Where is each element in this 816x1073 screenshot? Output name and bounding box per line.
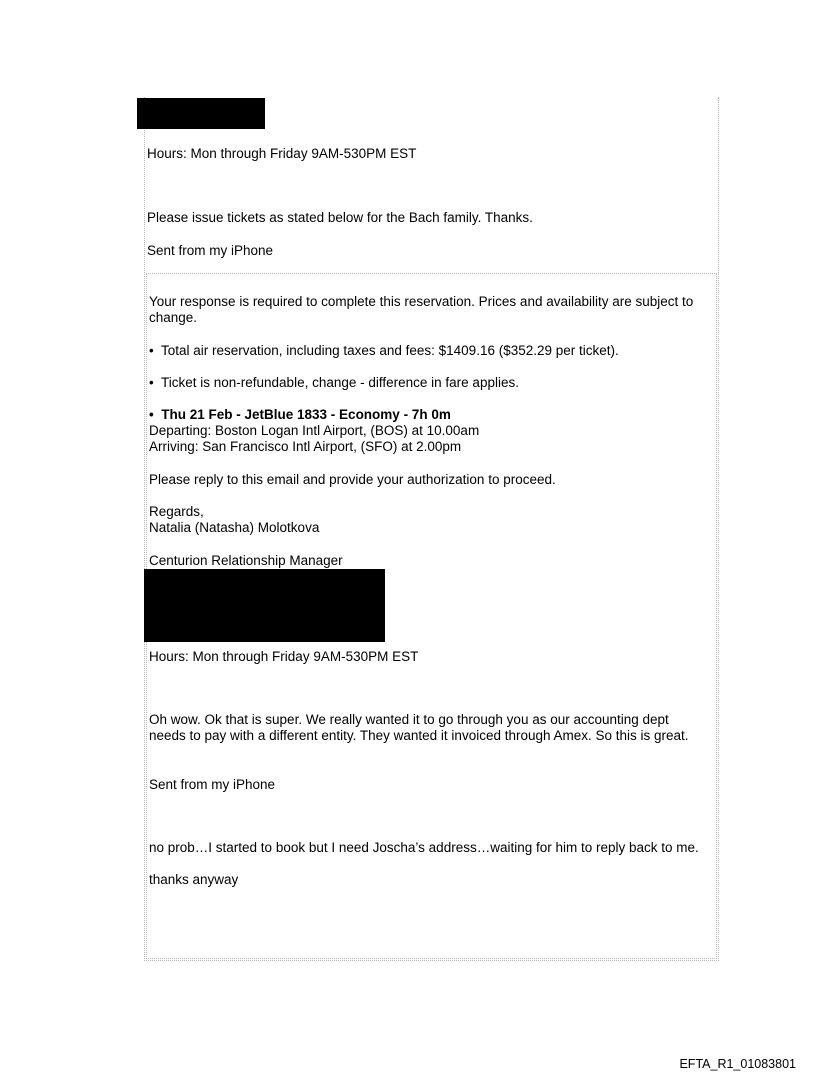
flight-title-text: Thu 21 Feb - JetBlue 1833 - Economy - 7h 0m: [161, 407, 451, 422]
redaction-block-signature: [144, 569, 385, 642]
top-message-body: Please issue tickets as stated below for the Bach family. Thanks.: [147, 210, 533, 225]
bottom-message-closing: thanks anyway: [149, 872, 239, 887]
reservation-bullet-total: [149, 343, 619, 359]
bullet-glyph: •: [149, 407, 154, 422]
sender-title: Centurion Relationship Manager: [149, 553, 343, 568]
redaction-block-top: [137, 98, 265, 129]
bullet-total-text: Total air reservation, including taxes and fees: $1409.16 ($352.29 per ticket).: [161, 343, 619, 358]
reservation-closing: Regards,: [149, 504, 204, 519]
bullet-glyph: •: [149, 375, 154, 390]
top-message-signature: Sent from my iPhone: [147, 243, 274, 258]
flight-departing: Departing: Boston Logan Intl Airport, (BOS) at 10.00am: [149, 423, 480, 438]
reservation-request: Please reply to this email and provide your authorization to proceed.: [149, 472, 556, 487]
header-hours: Hours: Mon through Friday 9AM-530PM EST: [147, 146, 417, 161]
document-id: EFTA_R1_01083801: [679, 1057, 796, 1071]
bullet-refund-text: Ticket is non-refundable, change - difference in fare applies.: [161, 375, 519, 390]
middle-message-signature: Sent from my iPhone: [149, 777, 276, 792]
bottom-message-body: no prob…I started to book but I need Joscha’s address…waiting for him to reply back to me.: [149, 840, 699, 855]
flight-title: [149, 407, 451, 423]
reservation-bullet-refund: [149, 375, 519, 391]
flight-arriving: Arriving: San Francisco Intl Airport, (SFO) at 2.00pm: [149, 439, 462, 454]
bullet-glyph: •: [149, 343, 154, 358]
reservation-intro: Your response is required to complete this reservation. Prices and availability are subject to change.: [149, 294, 694, 325]
sender-name: Natalia (Natasha) Molotkova: [149, 520, 320, 535]
middle-message-body: Oh wow. Ok that is super. We really wanted it to go through you as our accounting dept needs to pay with a different entity. They wanted it invoiced through Amex. So this is great.: [149, 712, 689, 743]
reservation-hours: Hours: Mon through Friday 9AM-530PM EST: [149, 649, 419, 664]
